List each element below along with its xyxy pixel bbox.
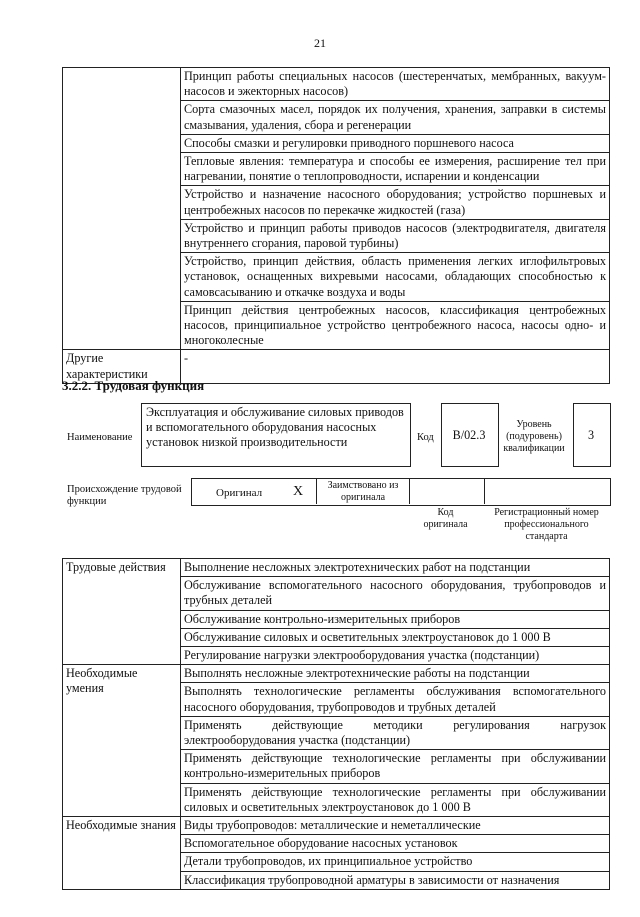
list-item: Тепловые явления: температура и способы ее измерения, расширение тел при нагревании, понятие о теплопроводности, испарении и конденсации xyxy=(181,153,610,186)
list-item: Обслуживание вспомогательного насосного оборудования, трубопроводов и трубных деталей xyxy=(181,577,610,610)
list-item: Выполнение несложных электротехнических работ на подстанции xyxy=(181,559,610,577)
level-value: 3 xyxy=(587,428,595,442)
other-characteristics-value: - xyxy=(181,350,610,383)
list-item: Применять действующие методики регулирования нагрузок электрооборудования участка (подстанции) xyxy=(181,716,610,749)
list-item: Сорта смазочных масел, порядок их получения, хранения, заправки в системы смазывания, удаления, сбора и регенерации xyxy=(181,101,610,134)
name-label: Наименование xyxy=(67,432,133,443)
code-original-caption: Код оригинала xyxy=(423,507,468,530)
list-item: Применять действующие технологические регламенты при обслуживании контрольно-измерительных приборов xyxy=(181,750,610,783)
empty-label-cell xyxy=(63,68,181,350)
section-title-actions: Трудовые действия xyxy=(63,559,181,665)
table-row xyxy=(63,68,610,101)
list-item: Классификация трубопроводной арматуры в зависимости от назначения xyxy=(181,871,610,889)
table-row xyxy=(63,817,610,835)
list-item: Принцип действия центробежных насосов, классификация центробежных насосов, принципиальное устройство центробежного насоса, насосы одно- и многоколесные xyxy=(181,301,610,350)
original-divider xyxy=(316,478,317,504)
table-row xyxy=(63,665,610,683)
code-value: В/02.3 xyxy=(452,428,486,442)
registration-caption: Регистрационный номер профессионального стандарта xyxy=(494,507,599,542)
function-name: Эксплуатация и обслуживание силовых приводов и вспомогательного оборудования насосных установок низкой производительности xyxy=(146,405,404,449)
code-divider xyxy=(484,478,485,504)
section-title-knowledge: Необходимые знания xyxy=(63,817,181,890)
original-mark: X xyxy=(293,484,304,499)
code-label: Код xyxy=(417,432,434,443)
page-number: 21 xyxy=(314,36,326,50)
origin-label: Происхождение трудовой функции xyxy=(67,484,182,507)
list-item: Вспомогательное оборудование насосных установок xyxy=(181,835,610,853)
other-characteristics-label: Другие характеристики xyxy=(63,350,181,383)
list-item: Обслуживание контрольно-измерительных приборов xyxy=(181,610,610,628)
borrowed-label: Заимствовано из оригинала xyxy=(327,480,399,503)
list-item: Применять действующие технологические регламенты при обслуживании силовых и осветительных электроустановок до 1 000 В xyxy=(181,783,610,816)
borrowed-divider xyxy=(409,478,410,504)
labor-function-table xyxy=(62,558,610,890)
list-item: Выполнять технологические регламенты обслуживания вспомогательного насосного оборудования, трубопроводов и трубных деталей xyxy=(181,683,610,716)
list-item: Детали трубопроводов, их принципиальное устройство xyxy=(181,853,610,871)
level-label: Уровень (подуровень) квалификации xyxy=(503,419,565,454)
section-title-skills: Необходимые умения xyxy=(63,665,181,817)
list-item: Обслуживание силовых и осветительных электроустановок до 1 000 В xyxy=(181,628,610,646)
list-item: Устройство, принцип действия, область применения легких иглофильтровых установок, оснащенных вихревыми насосами, обладающих способностью к самовсасыванию и откачке воздуха и воды xyxy=(181,253,610,302)
list-item: Выполнять несложные электротехнические работы на подстанции xyxy=(181,665,610,683)
knowledge-table-continued xyxy=(62,67,610,384)
list-item: Принцип работы специальных насосов (шестеренчатых, мембранных, вакуум-насосов и эжекторных насосов) xyxy=(181,68,610,101)
list-item: Устройство и назначение насосного оборудования; устройство поршневых и центробежных насосов по перекачке жидкостей (газа) xyxy=(181,186,610,219)
list-item: Устройство и принцип работы приводов насосов (электродвигателя, двигателя внутреннего сгорания, паровой турбины) xyxy=(181,219,610,252)
list-item: Регулирование нагрузки электрооборудования участка (подстанции) xyxy=(181,647,610,665)
original-label: Оригинал xyxy=(216,487,263,499)
list-item: Способы смазки и регулировки приводного поршневого насоса xyxy=(181,134,610,152)
section-title: 3.2.2. Трудовая функция xyxy=(62,378,205,393)
table-row xyxy=(63,559,610,577)
list-item: Виды трубопроводов: металлические и неметаллические xyxy=(181,817,610,835)
